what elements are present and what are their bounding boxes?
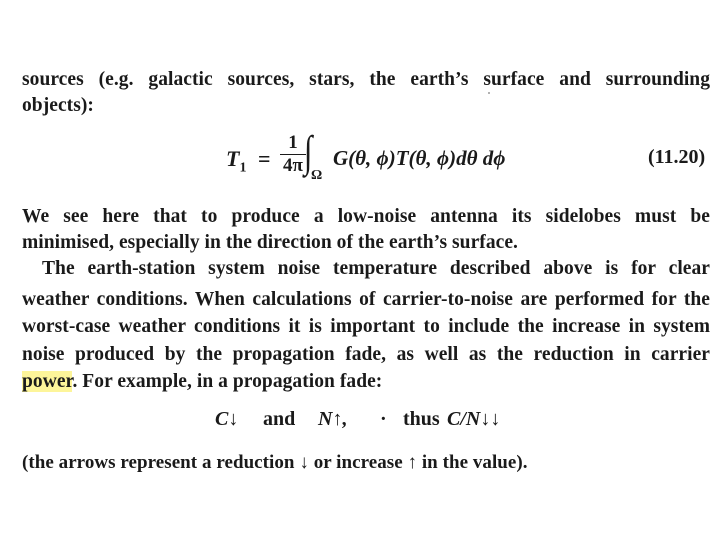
equation-lhs-symbol: T [226,146,240,171]
paragraph-line: minimised, especially in the direction of the earth’s surface. [22,232,518,253]
paragraph-line [22,370,710,394]
paragraph-line-rest: . For example, in a propagation fade: [72,371,383,392]
paragraph-line: The earth-station system noise temperature described above is for clear [42,258,710,279]
equation-equals: = [258,146,271,171]
paragraph-line: noise produced by the propagation fade, as well as the reduction in carrier [22,344,710,365]
arrows-expression [0,408,720,436]
scan-speck [488,92,490,94]
equation-lhs-subscript: 1 [239,160,247,176]
carrier-decrease: C↓ [215,408,239,430]
paragraph-line: objects): [22,95,94,116]
integrand: G(θ, ϕ)T(θ, ϕ)dθ dϕ [333,146,506,170]
equation-fraction [280,132,306,177]
paragraph-line: worst-case weather conditions it is important to include the increase in system [22,316,710,337]
equation-11-20 [0,127,720,192]
integral-sign: ∫ [304,127,313,176]
noise-increase: N↑, [318,408,348,430]
cn-decrease: C/N↓↓ [447,408,501,430]
equation-lhs [226,146,246,176]
paragraph-line: sources (e.g. galactic sources, stars, the earth’s surface and surrounding [22,69,710,90]
fraction-denominator: 4π [283,155,303,176]
integral-domain: Ω [311,168,323,183]
highlighted-word: power [22,371,73,392]
paragraph-line: weather conditions. When calculations of carrier-to-noise are performed for the [22,289,710,310]
paragraph-line: (the arrows represent a reduction ↓ or increase ↑ in the value). [22,452,528,473]
paragraph-line: We see here that to produce a low-noise antenna its sidelobes must be [22,206,710,227]
and-word: and [263,408,296,430]
equation-number: (11.20) [648,146,706,168]
thus-word: thus [403,408,440,430]
fraction-numerator: 1 [280,132,306,155]
separator-dot: · [380,408,387,430]
